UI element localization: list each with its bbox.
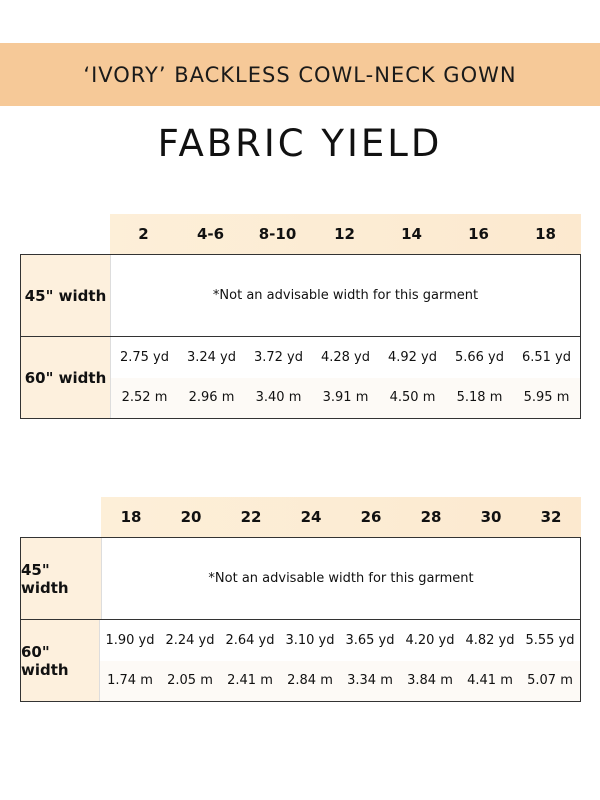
page-title: FABRIC YIELD — [157, 122, 443, 165]
size-header: 4-6 — [196, 225, 225, 243]
size-header: 24 — [300, 508, 322, 526]
yield-table-1 — [20, 214, 581, 419]
yards-cell: 4.82 yd — [465, 632, 515, 648]
size-header-row — [20, 214, 581, 254]
meters-cell: 3.34 m — [347, 673, 393, 689]
size-header: 18 — [120, 508, 142, 526]
table-row-45-width — [21, 538, 580, 620]
header-corner — [20, 497, 101, 537]
header-corner — [20, 214, 110, 254]
not-advisable-note: *Not an advisable width for this garment — [212, 288, 479, 303]
meters-cell: 3.84 m — [407, 673, 453, 689]
table-row-60-width — [21, 620, 580, 701]
meters-row — [111, 378, 580, 419]
meters-cell: 2.41 m — [227, 673, 273, 689]
meters-cell: 2.05 m — [167, 673, 213, 689]
meters-row — [100, 661, 580, 702]
meters-cell: 3.91 m — [322, 390, 369, 406]
yield-values — [111, 337, 580, 418]
yards-cell: 2.75 yd — [119, 349, 170, 365]
yards-row — [100, 620, 580, 661]
size-header: 16 — [468, 225, 489, 243]
yards-cell: 6.51 yd — [521, 349, 572, 365]
size-header: 26 — [360, 508, 382, 526]
yards-cell: 2.24 yd — [165, 632, 215, 648]
row-label: 60" width — [21, 620, 100, 701]
yards-cell: 1.90 yd — [105, 632, 155, 648]
meters-cell: 1.74 m — [107, 673, 153, 689]
banner-title: ‘IVORY’ BACKLESS COWL-NECK GOWN — [83, 62, 517, 87]
meters-cell: 2.96 m — [188, 390, 235, 406]
not-advisable-note: *Not an advisable width for this garment — [208, 571, 474, 586]
size-header: 2 — [138, 225, 149, 243]
yards-cell: 5.55 yd — [525, 632, 575, 648]
table-body — [20, 537, 581, 702]
yards-cell: 3.24 yd — [186, 349, 237, 365]
yards-cell: 4.20 yd — [405, 632, 455, 648]
title-banner — [0, 43, 600, 106]
table-body — [20, 254, 581, 419]
meters-cell: 4.50 m — [389, 390, 436, 406]
size-header: 20 — [180, 508, 202, 526]
yards-cell: 4.28 yd — [320, 349, 371, 365]
yards-cell: 3.65 yd — [345, 632, 395, 648]
yards-cell: 2.64 yd — [225, 632, 275, 648]
table-row-45-width — [21, 255, 580, 337]
meters-cell: 5.95 m — [523, 390, 570, 406]
yards-cell: 3.72 yd — [253, 349, 304, 365]
table-row-60-width — [21, 337, 580, 418]
meters-cell: 2.52 m — [121, 390, 168, 406]
size-header: 8-10 — [258, 225, 297, 243]
row-label: 60" width — [21, 337, 111, 418]
meters-cell: 3.40 m — [255, 390, 302, 406]
size-header: 28 — [420, 508, 442, 526]
size-header: 30 — [480, 508, 502, 526]
size-header: 22 — [240, 508, 262, 526]
size-header-row — [20, 497, 581, 537]
size-header: 18 — [535, 225, 556, 243]
meters-cell: 2.84 m — [287, 673, 333, 689]
row-label: 45" width — [21, 255, 111, 336]
yards-cell: 5.66 yd — [454, 349, 505, 365]
yards-row — [111, 337, 580, 378]
size-header: 12 — [334, 225, 355, 243]
meters-cell: 5.18 m — [456, 390, 503, 406]
yield-table-2 — [20, 497, 581, 702]
yield-values — [100, 620, 580, 701]
yards-cell: 3.10 yd — [285, 632, 335, 648]
size-header: 32 — [540, 508, 562, 526]
yards-cell: 4.92 yd — [387, 349, 438, 365]
meters-cell: 5.07 m — [527, 673, 573, 689]
size-header: 14 — [401, 225, 422, 243]
meters-cell: 4.41 m — [467, 673, 513, 689]
row-label: 45" width — [21, 538, 102, 619]
